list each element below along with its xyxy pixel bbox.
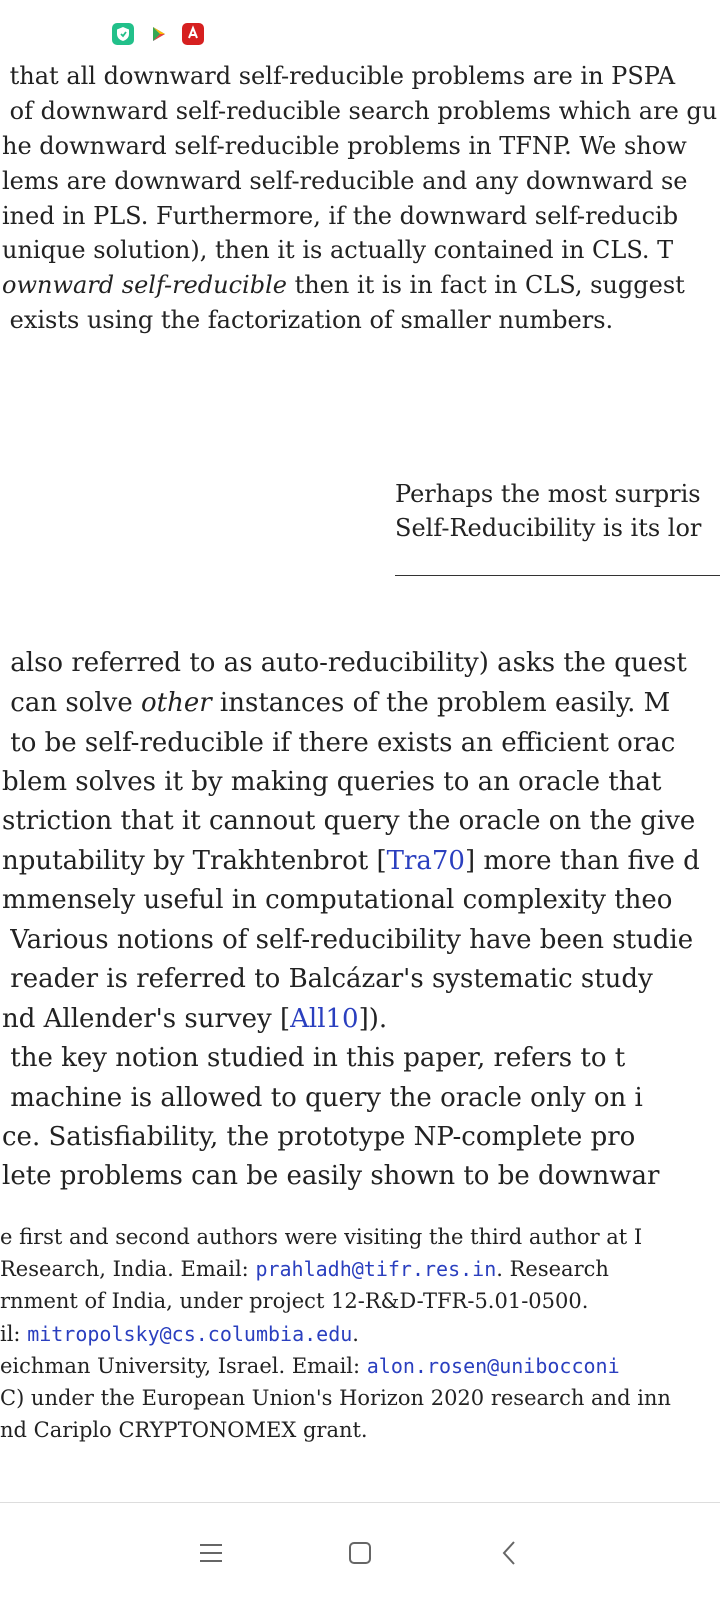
abstract-line: he downward self-reducible problems in TFNP. We show xyxy=(2,132,687,160)
epigraph-line: Perhaps the most surpris xyxy=(395,480,701,508)
footnote-line: nd Cariplo CRYPTONOMEX grant. xyxy=(0,1418,368,1442)
body-line: mmensely useful in computational complexity theo xyxy=(2,885,673,915)
abstract-line: exists using the factorization of smaller numbers. xyxy=(9,306,614,334)
epigraph-rule xyxy=(395,575,720,576)
red-notification-icon xyxy=(182,23,204,45)
epigraph-line: Self-Reducibility is its lor xyxy=(395,514,702,542)
abstract-line: lems are downward self-reducible and any downward se xyxy=(2,167,688,195)
email-link[interactable]: alon.rosen@unibocconi xyxy=(366,1354,620,1378)
email-link[interactable]: mitropolsky@cs.columbia.edu xyxy=(27,1322,353,1346)
citation-link[interactable]: All10 xyxy=(290,1004,359,1034)
body-line: blem solves it by making queries to an oracle that xyxy=(2,767,662,797)
footnote-line: eichman University, Israel. Email: alon.rosen@unibocconi xyxy=(0,1354,620,1378)
play-store-icon xyxy=(147,23,169,45)
citation-link[interactable]: Tra70 xyxy=(386,846,465,876)
footnote-line: il: mitropolsky@cs.columbia.edu. xyxy=(0,1322,359,1346)
shield-app-icon xyxy=(112,23,134,45)
body-line: nputability by Trakhtenbrot [Tra70] more than five d xyxy=(2,846,700,876)
footnote-line: rnment of India, under project 12-R&D-TFR-5.01-0500. xyxy=(0,1289,589,1313)
abstract-line: that all downward self-reducible problems are in PSPA xyxy=(9,62,676,90)
body-line: ce. Satisfiability, the prototype NP-complete pro xyxy=(2,1122,636,1152)
footnote-line: C) under the European Union's Horizon 2020 research and inn xyxy=(0,1386,671,1410)
email-link[interactable]: prahladh@tifr.res.in xyxy=(255,1257,497,1281)
back-icon[interactable] xyxy=(487,1531,531,1575)
body-line: lete problems can be easily shown to be downwar xyxy=(2,1161,660,1191)
footnote-line: Research, India. Email: prahladh@tifr.res.in. Research xyxy=(0,1257,609,1281)
abstract-line: of downward self-reducible search problems which are gu xyxy=(9,97,718,125)
home-icon[interactable] xyxy=(338,1531,382,1575)
body-line: nd Allender's survey [All10]). xyxy=(2,1004,388,1034)
body-line: reader is referred to Balcázar's systematic study xyxy=(10,964,653,994)
body-line: to be self-reducible if there exists an efficient orac xyxy=(10,728,676,758)
abstract-line: ownward self-reducible then it is in fact in CLS, suggest xyxy=(2,271,685,299)
abstract-line: ined in PLS. Furthermore, if the downward self-reducib xyxy=(2,202,679,230)
body-line: machine is allowed to query the oracle only on i xyxy=(10,1083,643,1113)
body-line: can solve other instances of the problem easily. M xyxy=(10,688,671,718)
abstract-line: unique solution), then it is actually contained in CLS. T xyxy=(2,236,674,264)
body-line: Various notions of self-reducibility have been studie xyxy=(10,925,694,955)
navigation-bar xyxy=(0,1503,720,1600)
body-line: striction that it cannout query the oracle on the give xyxy=(2,806,696,836)
body-line: also referred to as auto-reducibility) asks the quest xyxy=(10,648,687,678)
menu-icon[interactable] xyxy=(189,1531,233,1575)
status-bar xyxy=(0,0,720,54)
footnote-line: e first and second authors were visiting the third author at I xyxy=(0,1225,643,1249)
emphasis-text: other xyxy=(141,688,212,718)
body-line: the key notion studied in this paper, refers to t xyxy=(10,1043,626,1073)
emphasis-text: ownward self-reducible xyxy=(2,271,287,299)
